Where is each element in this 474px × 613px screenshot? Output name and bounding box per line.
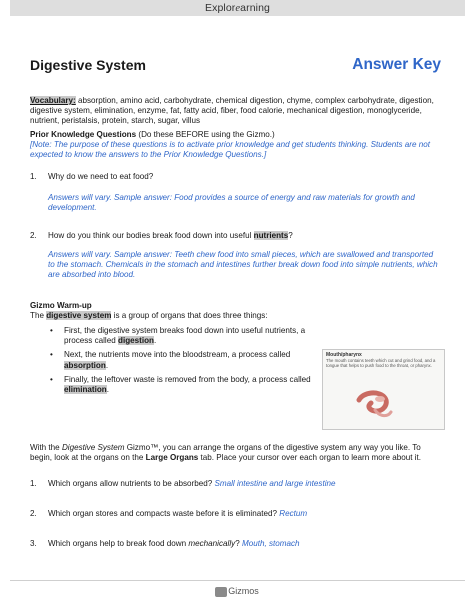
mouth-organ-illustration	[323, 350, 445, 430]
footer-divider	[10, 580, 465, 581]
prior-question-2: 2. How do you think our bodies break food down into useful nutrients?	[30, 231, 293, 240]
page-title: Digestive System	[30, 57, 146, 73]
warmup-answer-1: Small intestine and large intestine	[214, 479, 336, 488]
gizmos-logo: Gizmos	[0, 586, 474, 597]
answer-key-label: Answer Key	[352, 56, 441, 73]
image-caption-title: Mouth/pharynx	[326, 352, 362, 358]
brand-logo: Explorearning	[205, 2, 270, 14]
warmup-heading: Gizmo Warm-up	[30, 301, 92, 310]
list-item: • First, the digestive system breaks food down into useful nutrients, a process called digestion.	[50, 326, 306, 346]
warmup-question-1: 1. Which organs allow nutrients to be absorbed? Small intestine and large intestine	[30, 479, 336, 488]
prior-answer-2: Answers will vary. Sample answer: Teeth chew food into small pieces, which are swallowed and transported to the stomach. Chemicals in the stomach and intestines further break down food into simple nutrients, which are absorbed into blood.	[48, 250, 438, 280]
prior-knowledge-note: [Note: The purpose of these questions is to activate prior knowledge and get students thinking. Students are not expected to know the answers to the Prior Knowledge Questions.]	[30, 140, 430, 160]
vocabulary-list: absorption, amino acid, carbohydrate, chemical digestion, chyme, complex carbohydrate, digestion, digestive system, elimination, enzyme, fat, fatty acid, fiber, food calorie, mechanical digestion, monoglyceride, nutrient, peristalsis, protein, starch, sugar, villus	[30, 96, 434, 126]
list-item: • Next, the nutrients move into the bloodstream, a process called absorption.	[50, 350, 291, 370]
warmup-bullet-list	[48, 326, 316, 399]
header-bar	[10, 0, 465, 16]
warmup-answer-3: Mouth, stomach	[241, 539, 300, 548]
gizmo-screenshot-image	[322, 349, 445, 430]
prior-question-1: 1. Why do we need to eat food?	[30, 172, 154, 181]
warmup-question-3: 3. Which organs help to break food down mechanically? Mouth, stomach	[30, 539, 300, 548]
vocabulary-label: Vocabulary:	[30, 96, 76, 105]
gizmos-logo-icon	[215, 587, 227, 597]
vocabulary-section	[30, 96, 442, 127]
prior-answer-1: Answers will vary. Sample answer: Food provides a source of energy and raw materials for growth and development.	[48, 193, 415, 213]
warmup-answer-2: Rectum	[279, 509, 308, 518]
warmup-question-2: 2. Which organ stores and compacts waste before it is eliminated? Rectum	[30, 509, 308, 518]
list-item: • Finally, the leftover waste is removed from the body, a process called elimination.	[50, 374, 311, 395]
prior-knowledge-heading: Prior Knowledge Questions (Do these BEFORE using the Gizmo.)	[30, 130, 275, 139]
image-caption-text: The mouth contains teeth which cut and grind food, and a tongue that helps to push food to the throat, or pharynx.	[326, 358, 436, 368]
warmup-intro: The digestive system is a group of organs that does three things:	[30, 311, 268, 320]
warmup-paragraph: With the Digestive System Gizmo™, you can arrange the organs of the digestive system any way you like. To begin, look at the organs on the Large Organs tab. Place your cursor over each organ to learn more about it.	[30, 443, 421, 463]
